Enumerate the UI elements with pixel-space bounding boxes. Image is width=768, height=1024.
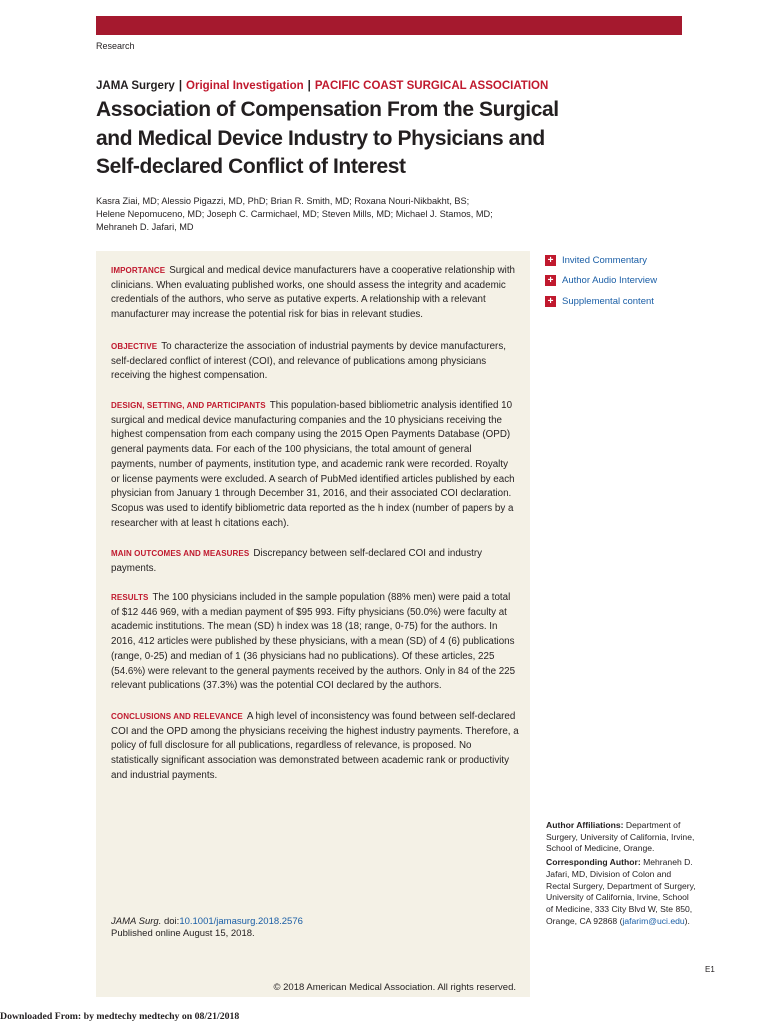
abstract-heading: DESIGN, SETTING, AND PARTICIPANTS — [111, 401, 266, 410]
abstract-design — [111, 399, 519, 531]
publication-date: Published online August 15, 2018. — [111, 928, 255, 939]
plus-icon: + — [545, 275, 556, 286]
separator: | — [178, 80, 183, 92]
abstract-outcomes — [111, 547, 519, 576]
abstract-heading: IMPORTANCE — [111, 266, 166, 275]
abstract-results — [111, 591, 519, 694]
copyright-notice: © 2018 American Medical Association. All rights reserved. — [273, 982, 516, 993]
email-link[interactable]: jafarim@uci.edu — [622, 915, 685, 926]
citation-journal: JAMA Surg. — [111, 916, 162, 927]
citation — [111, 916, 303, 940]
author-line: Helene Nepomuceno, MD; Joseph C. Carmichael, MD; Steven Mills, MD; Michael J. Stamos, MD; — [96, 209, 493, 220]
page-number: E1 — [705, 965, 715, 974]
affiliation-label: Author Affiliations: — [546, 820, 624, 830]
supplemental-content-link[interactable] — [545, 291, 657, 312]
abstract-text: Discrepancy between self-declared COI and industry payments. — [111, 548, 483, 574]
abstract-text: A high level of inconsistency was found between self-declared COI and the OPD among the physicians receiving the highest industry payments. Therefore, a policy of full disclosure for all publications, regardless of relevance, is proposed. No statistically significant association was demonstrated between academic rank or productivity and industrial payments. — [111, 711, 519, 781]
author-audio-interview-link[interactable] — [545, 271, 657, 292]
related-content-links — [545, 250, 657, 312]
abstract-heading: RESULTS — [111, 593, 149, 602]
side-link-label: Supplemental content — [562, 295, 654, 307]
abstract-panel — [96, 251, 530, 997]
download-note: Downloaded From: by medtechy medtechy on 08/21/2018 — [0, 1011, 240, 1022]
affiliation-paragraph — [546, 820, 696, 855]
section-label: Research — [96, 41, 135, 51]
article-type[interactable]: Original Investigation — [186, 80, 304, 92]
abstract-heading: OBJECTIVE — [111, 342, 158, 351]
invited-commentary-link[interactable] — [545, 250, 657, 271]
abstract-text: Surgical and medical device manufacturers have a cooperative relationship with clinicians. When evaluating published works, one should assess the integrity and academic credentials of the authors, who serve as putative experts. A relationship with a relevant manufacturer may increase the potential risk for bias in relevant studies. — [111, 265, 515, 321]
abstract-heading: CONCLUSIONS AND RELEVANCE — [111, 712, 243, 721]
abstract-importance — [111, 264, 519, 323]
author-list — [96, 195, 516, 235]
abstract-text: This population-based bibliometric analysis identified 10 surgical and medical device manufacturing companies and the 10 physicians receiving the highest compensation from each company using the 2015 Open Payments Database (OPD) general payments data. For each of the 100 physicians, the total amount of general payments, number of payments, institution type, and academic rank were recorded. Royalty or license payments were excluded. A search of PubMed identified articles published by each physician from January 1 through December 31, 2016, and their associated COI declaration. Scopus was used to identify bibliometric data reported as the h index (number of papers by a researcher with at least h citations each). — [111, 400, 515, 529]
side-link-label: Invited Commentary — [562, 254, 648, 266]
abstract-conclusions — [111, 710, 519, 784]
corresponding-closing: ). — [684, 915, 690, 926]
author-line: Kasra Ziai, MD; Alessio Pigazzi, MD, PhD; Brian R. Smith, MD; Roxana Nouri-Nikbakht, BS; — [96, 196, 470, 206]
separator: | — [307, 80, 311, 92]
abstract-text: The 100 physicians included in the sample population (88% men) were paid a total of $12 446 969, with a median payment of $95 993. Fifty physicians (50.0%) were faculty at academic institutions. The mean (SD) h index was 18 (18; range, 0-75) for the authors. In 2016, 412 articles were published by these physicians, with a mean (SD) of 4 (6) publications (range, 0-25) and median of 1 (36 physicians had no publications). Of these articles, 225 (54.6%) were relevant to the general payments received by the authors. Only in 84 of the 225 relevant publications (37.3%) was the potential COI declared by the authors. — [111, 592, 516, 692]
author-affiliations — [546, 820, 696, 927]
journal-name: JAMA Surgery — [96, 80, 175, 92]
corresponding-label: Corresponding Author: — [546, 857, 641, 868]
abstract-heading: MAIN OUTCOMES AND MEASURES — [111, 549, 250, 558]
plus-icon: + — [545, 296, 556, 307]
article-title: Association of Compensation From the Surgical and Medical Device Industry to Physicians and Self-declared Conflict of Interest — [96, 98, 559, 178]
side-link-label: Author Audio Interview — [562, 275, 658, 287]
plus-icon: + — [545, 255, 556, 266]
corresponding-text: Mehraneh D. Jafari, MD, Division of Colon and Rectal Surgery, Department of Surgery, University of California, Irvine, School of Medicine, 333 City Blvd W, Ste 850, Orange, CA 92868 ( — [546, 857, 696, 926]
journal-line — [96, 80, 548, 92]
abstract-text: To characterize the association of industrial payments by device manufacturers, self-declared conflict of interest (COI), and relevance of publications among physicians receiving the highest compensation. — [111, 341, 506, 382]
author-line: Mehraneh D. Jafari, MD — [96, 222, 194, 233]
corresponding-author-paragraph — [546, 857, 696, 927]
journal-header-bar — [96, 16, 682, 35]
citation-doi-prefix: doi: — [161, 916, 180, 927]
affiliation-text: Department of Surgery, University of California, Irvine, School of Medicine, Orange. — [546, 820, 695, 854]
doi-link[interactable]: 10.1001/jamasurg.2018.2576 — [179, 916, 303, 927]
association-name[interactable]: PACIFIC COAST SURGICAL ASSOCIATION — [314, 80, 549, 92]
abstract-objective — [111, 340, 519, 384]
